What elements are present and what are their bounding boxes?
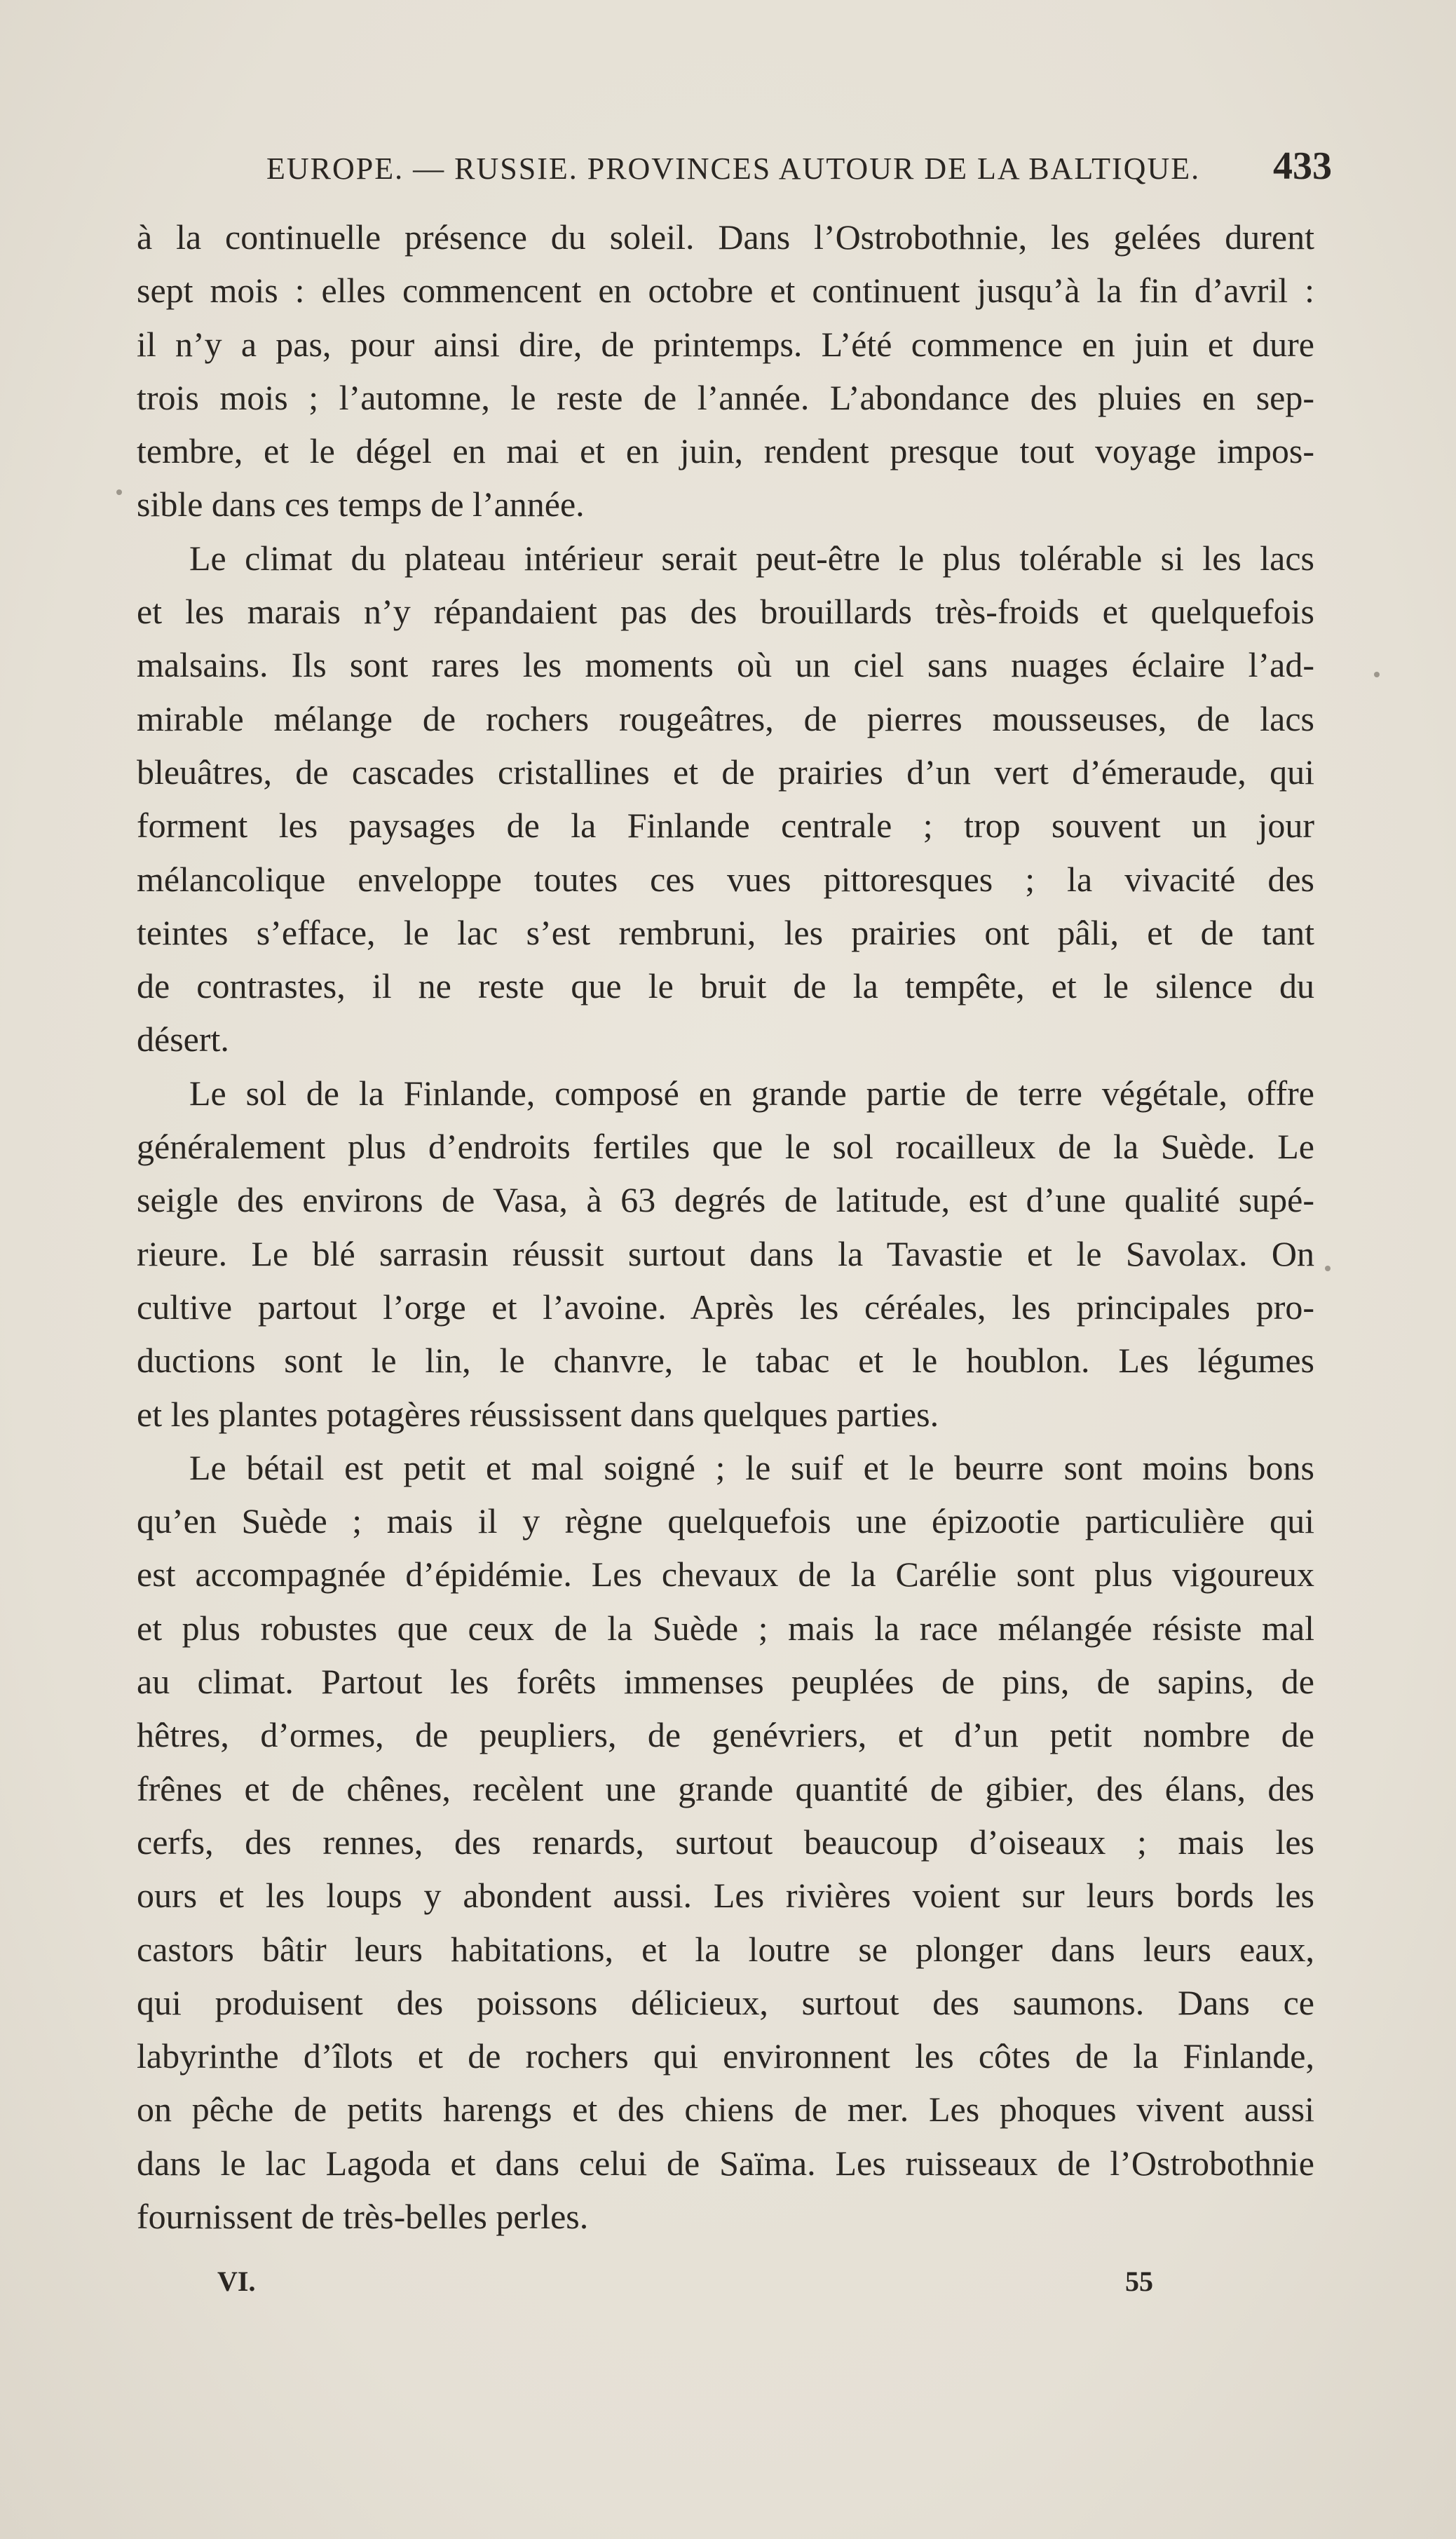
paper-speck — [1325, 1266, 1331, 1271]
text-line: qu’en Suède ; mais il y règne quelquefois une épizootie particulière qui — [137, 1501, 1314, 1541]
text-line: à la continuelle présence du soleil. Dans l’Ostrobothnie, les gelées durent — [137, 217, 1314, 257]
text-line: et les plantes potagères réussissent dans quelques parties. — [137, 1394, 939, 1434]
text-line: est accompagnée d’épidémie. Les chevaux de la Carélie sont plus vigoureux — [137, 1555, 1314, 1595]
text-line: labyrinthe d’îlots et de rochers qui environnent les côtes de la Finlande, — [137, 2036, 1314, 2076]
page-number: 433 — [1273, 144, 1332, 188]
text-line: cultive partout l’orge et l’avoine. Après les céréales, les principales pro- — [137, 1287, 1314, 1327]
text-line: seigle des environs de Vasa, à 63 degrés de latitude, est d’une qualité supé- — [137, 1180, 1314, 1220]
text-line: ductions sont le lin, le chanvre, le tabac et le houblon. Les légumes — [137, 1341, 1314, 1381]
text-line: sept mois : elles commencent en octobre et continuent jusqu’à la fin d’avril : — [137, 271, 1314, 311]
paper-speck — [116, 489, 122, 495]
text-line: Le climat du plateau intérieur serait peut-être le plus tolérable si les lacs — [189, 538, 1314, 578]
text-line: de contrastes, il ne reste que le bruit de la tempête, et le silence du — [137, 966, 1314, 1006]
text-line: forment les paysages de la Finlande centrale ; trop souvent un jour — [137, 806, 1314, 846]
text-line: mirable mélange de rochers rougeâtres, de pierres mousseuses, de lacs — [137, 698, 1314, 738]
text-line: rieure. Le blé sarrasin réussit surtout dans la Tavastie et le Savolax. On — [137, 1233, 1314, 1273]
volume-number: VI. — [217, 2266, 256, 2297]
signature-mark: 55 — [1125, 2266, 1153, 2297]
text-line: Le sol de la Finlande, composé en grande partie de terre végétale, offre — [189, 1073, 1314, 1113]
text-line: fournissent de très-belles perles. — [137, 2196, 589, 2236]
text-line: mélancolique enveloppe toutes ces vues pittoresques ; la vivacité des — [137, 859, 1314, 899]
text-line: au climat. Partout les forêts immenses peuplées de pins, de sapins, de — [137, 1662, 1314, 1702]
text-line: il n’y a pas, pour ainsi dire, de printemps. L’été commence en juin et dure — [137, 324, 1314, 364]
text-line: on pêche de petits harengs et des chiens de mer. Les phoques vivent aussi — [137, 2090, 1314, 2130]
body-text — [137, 210, 1314, 2243]
text-line: sible dans ces temps de l’année. — [137, 485, 585, 524]
page-header — [266, 144, 1332, 193]
text-line: Le bétail est petit et mal soigné ; le suif et le beurre sont moins bons — [189, 1447, 1314, 1487]
text-line: bleuâtres, de cascades cristallines et de prairies d’un vert d’émeraude, qui — [137, 752, 1314, 792]
text-line: trois mois ; l’automne, le reste de l’année. L’abondance des pluies en sep- — [137, 377, 1314, 417]
text-line: dans le lac Lagoda et dans celui de Saïma. Les ruisseaux de l’Ostrobothnie — [137, 2143, 1314, 2183]
text-line: ours et les loups y abondent aussi. Les rivières voient sur leurs bords les — [137, 1876, 1314, 1916]
text-line: qui produisent des poissons délicieux, surtout des saumons. Dans ce — [137, 1982, 1314, 2022]
text-line: hêtres, d’ormes, de peupliers, de genévriers, et d’un petit nombre de — [137, 1715, 1314, 1755]
text-line: teintes s’efface, le lac s’est rembruni, les prairies ont pâli, et de tant — [137, 912, 1314, 952]
running-title: EUROPE. — RUSSIE. PROVINCES AUTOUR DE LA BALTIQUE. — [266, 151, 1201, 186]
text-line: cerfs, des rennes, des renards, surtout beaucoup d’oiseaux ; mais les — [137, 1822, 1314, 1862]
page-footer — [137, 2265, 1153, 2307]
text-line: frênes et de chênes, recèlent une grande quantité de gibier, des élans, des — [137, 1768, 1314, 1808]
text-line: et les marais n’y répandaient pas des brouillards très-froids et quelquefois — [137, 592, 1314, 632]
paper-speck — [1374, 672, 1380, 677]
text-line: désert. — [137, 1020, 229, 1059]
text-line: et plus robustes que ceux de la Suède ; mais la race mélangée résiste mal — [137, 1608, 1314, 1648]
text-line: tembre, et le dégel en mai et en juin, rendent presque tout voyage impos- — [137, 431, 1314, 471]
text-line: castors bâtir leurs habitations, et la loutre se plonger dans leurs eaux, — [137, 1929, 1314, 1969]
text-line: généralement plus d’endroits fertiles que le sol rocailleux de la Suède. Le — [137, 1127, 1314, 1167]
text-line: malsains. Ils sont rares les moments où un ciel sans nuages éclaire l’ad- — [137, 645, 1314, 685]
